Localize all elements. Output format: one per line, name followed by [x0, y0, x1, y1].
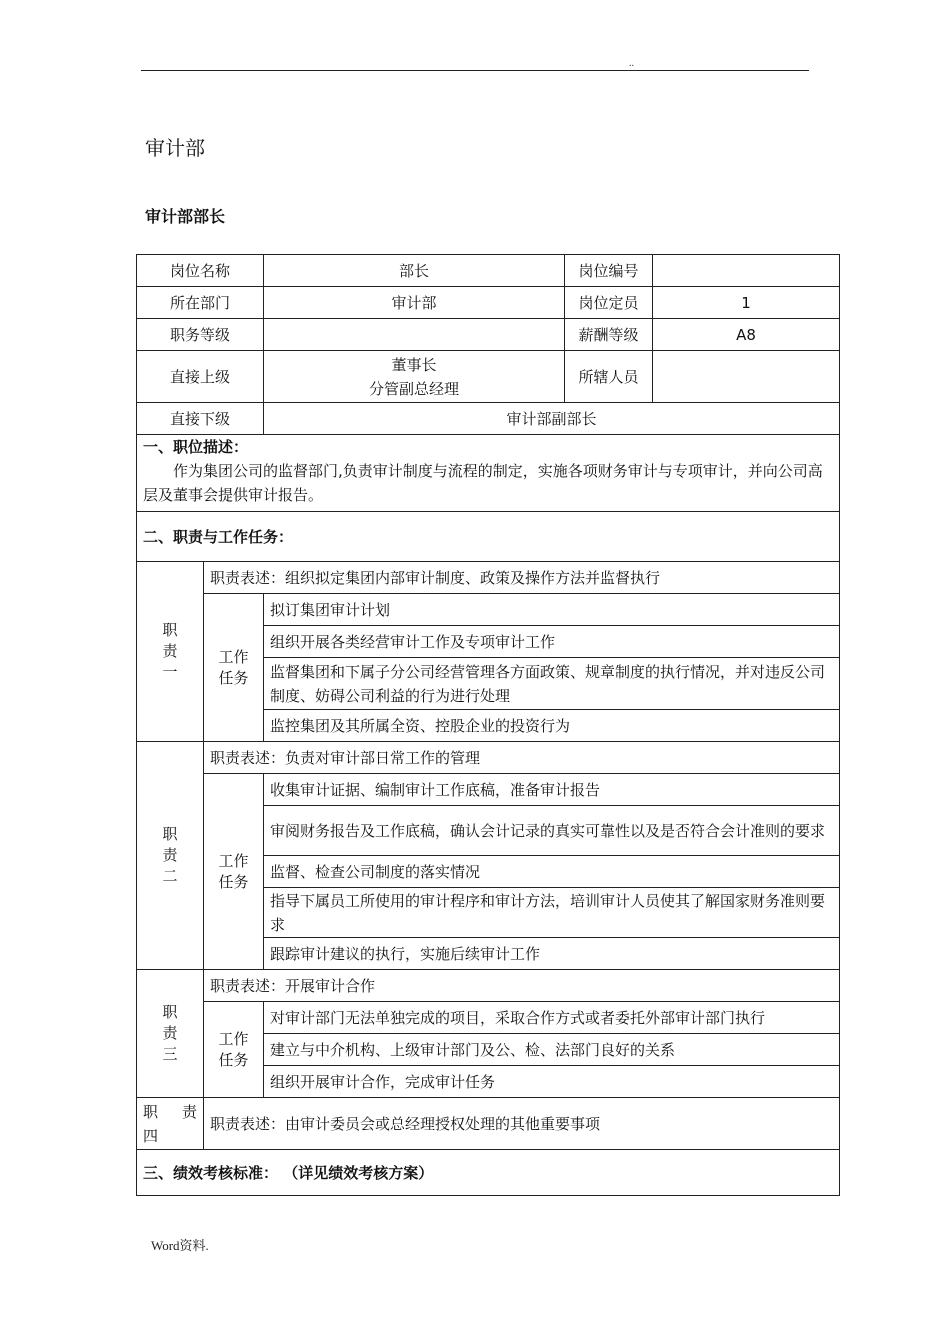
dept-label: 所在部门 — [137, 287, 264, 319]
tasks-label-line: 工作 — [218, 1029, 249, 1048]
duty-2-statement: 职责表述：负责对审计部日常工作的管理 — [204, 742, 840, 774]
dept-value: 审计部 — [264, 287, 565, 319]
task-item: 收集审计证据、编制审计工作底稿，准备审计报告 — [264, 774, 840, 806]
post-no-label: 岗位编号 — [565, 255, 653, 287]
task-item: 指导下属员工所使用的审计程序和审计方法，培训审计人员使其了解国家财务准则要求 — [264, 888, 840, 938]
duty-3-statement-row — [137, 970, 840, 1002]
post-no-value — [653, 255, 840, 287]
task-item: 组织开展审计合作，完成审计任务 — [264, 1066, 840, 1098]
section-1-title: 一、职位描述： — [143, 438, 249, 456]
task-row — [137, 594, 840, 626]
duty-label-char: 责 — [181, 1102, 197, 1121]
section-2-row — [137, 512, 840, 562]
section-3-title: 三、绩效考核标准： — [143, 1163, 279, 1182]
tasks-label-text — [210, 647, 257, 689]
duty-1-statement-row — [137, 562, 840, 594]
task-item: 监督集团和下属子分公司经营管理各方面政策、规章制度的执行情况，并对违反公司制度、妨碍公司利益的行为进行处理 — [264, 658, 840, 710]
task-row — [137, 774, 840, 806]
duty-4-label-line — [143, 1100, 197, 1124]
task-item: 审阅财务报告及工作底稿，确认会计记录的真实可靠性以及是否符合会计准则的要求 — [264, 806, 840, 856]
duty-label-char: 责 — [162, 1024, 178, 1042]
superior-value — [264, 351, 565, 403]
tasks-label-line: 工作 — [218, 647, 249, 666]
footer-text: Word资料. — [151, 1238, 209, 1253]
info-row — [137, 255, 840, 287]
quota-value: 1 — [653, 287, 840, 319]
superior-2: 分管副总经理 — [369, 379, 460, 398]
duty-2-label — [137, 742, 204, 970]
salary-value: A8 — [653, 319, 840, 351]
duty-label-char: 二 — [162, 867, 178, 885]
job-description-table — [136, 254, 840, 1196]
section-3-cell — [137, 1150, 840, 1196]
info-row — [137, 351, 840, 403]
subordinate-label: 直接下级 — [137, 403, 264, 435]
post-name-value: 部长 — [264, 255, 565, 287]
duty-label-char: 职 — [143, 1102, 159, 1121]
duty-3-statement: 职责表述：开展审计合作 — [204, 970, 840, 1002]
info-row — [137, 287, 840, 319]
task-item: 建立与中介机构、上级审计部门及公、检、法部门良好的关系 — [264, 1034, 840, 1066]
department-heading: 审计部 — [145, 136, 205, 160]
duty-label-char: 一 — [162, 663, 178, 681]
superior-1: 董事长 — [391, 355, 437, 374]
duty-label-char: 职 — [162, 825, 178, 843]
task-item: 监控集团及其所属全资、控股企业的投资行为 — [264, 710, 840, 742]
task-item: 对审计部门无法单独完成的项目，采取合作方式或者委托外部审计部门执行 — [264, 1002, 840, 1034]
duty-1-label-text — [143, 620, 197, 683]
subordinate-value: 审计部副部长 — [264, 403, 840, 435]
section-1-cell — [137, 435, 840, 512]
section-1-text: 作为集团公司的监督部门,负责审计制度与流程的制定，实施各项财务审计与专项审计，并向公司高层及董事会提供审计报告。 — [143, 462, 823, 504]
duty-4-label — [137, 1098, 204, 1150]
tasks-label-line: 任务 — [218, 872, 249, 891]
duty-label-char: 责 — [162, 642, 178, 660]
managed-value — [653, 351, 840, 403]
duty-4-row — [137, 1098, 840, 1150]
duty-label-char: 三 — [162, 1045, 178, 1063]
task-item: 组织开展各类经营审计工作及专项审计工作 — [264, 626, 840, 658]
section-3-row — [137, 1150, 840, 1196]
tasks-label-line: 任务 — [218, 1050, 249, 1069]
duty-4-statement: 职责表述：由审计委员会或总经理授权处理的其他重要事项 — [204, 1098, 840, 1150]
duty-3-tasks-label — [204, 1002, 264, 1098]
duty-1-tasks-label — [204, 594, 264, 742]
duty-label-char: 四 — [143, 1126, 159, 1145]
salary-label: 薪酬等级 — [565, 319, 653, 351]
post-name-label: 岗位名称 — [137, 255, 264, 287]
superior-label: 直接上级 — [137, 351, 264, 403]
section-3-note: （详见绩效考核方案） — [283, 1163, 434, 1182]
duty-label-char: 职 — [162, 1003, 178, 1021]
duty-label-char: 责 — [162, 846, 178, 864]
duty-1-label — [137, 562, 204, 742]
task-item: 跟踪审计建议的执行，实施后续审计工作 — [264, 938, 840, 970]
section-2-title: 二、职责与工作任务： — [137, 512, 840, 562]
duty-2-tasks-label — [204, 774, 264, 970]
grade-value — [264, 319, 565, 351]
duty-3-label-text — [143, 1002, 197, 1065]
header-rule — [141, 70, 809, 71]
duty-3-label — [137, 970, 204, 1098]
tasks-label-text — [210, 1029, 257, 1071]
header-mark: .. — [629, 58, 634, 69]
task-row — [137, 1002, 840, 1034]
managed-label: 所辖人员 — [565, 351, 653, 403]
info-row — [137, 319, 840, 351]
task-item: 拟订集团审计计划 — [264, 594, 840, 626]
duty-2-label-text — [143, 824, 197, 887]
quota-label: 岗位定员 — [565, 287, 653, 319]
duty-label-char: 职 — [162, 621, 178, 639]
tasks-label-text — [210, 851, 257, 893]
duty-2-statement-row — [137, 742, 840, 774]
grade-label: 职务等级 — [137, 319, 264, 351]
post-heading: 审计部部长 — [145, 207, 226, 226]
tasks-label-line: 工作 — [218, 851, 249, 870]
info-row — [137, 403, 840, 435]
section-1-row — [137, 435, 840, 512]
duty-1-statement: 职责表述：组织拟定集团内部审计制度、政策及操作方法并监督执行 — [204, 562, 840, 594]
task-item: 监督、检查公司制度的落实情况 — [264, 856, 840, 888]
tasks-label-line: 任务 — [218, 668, 249, 687]
